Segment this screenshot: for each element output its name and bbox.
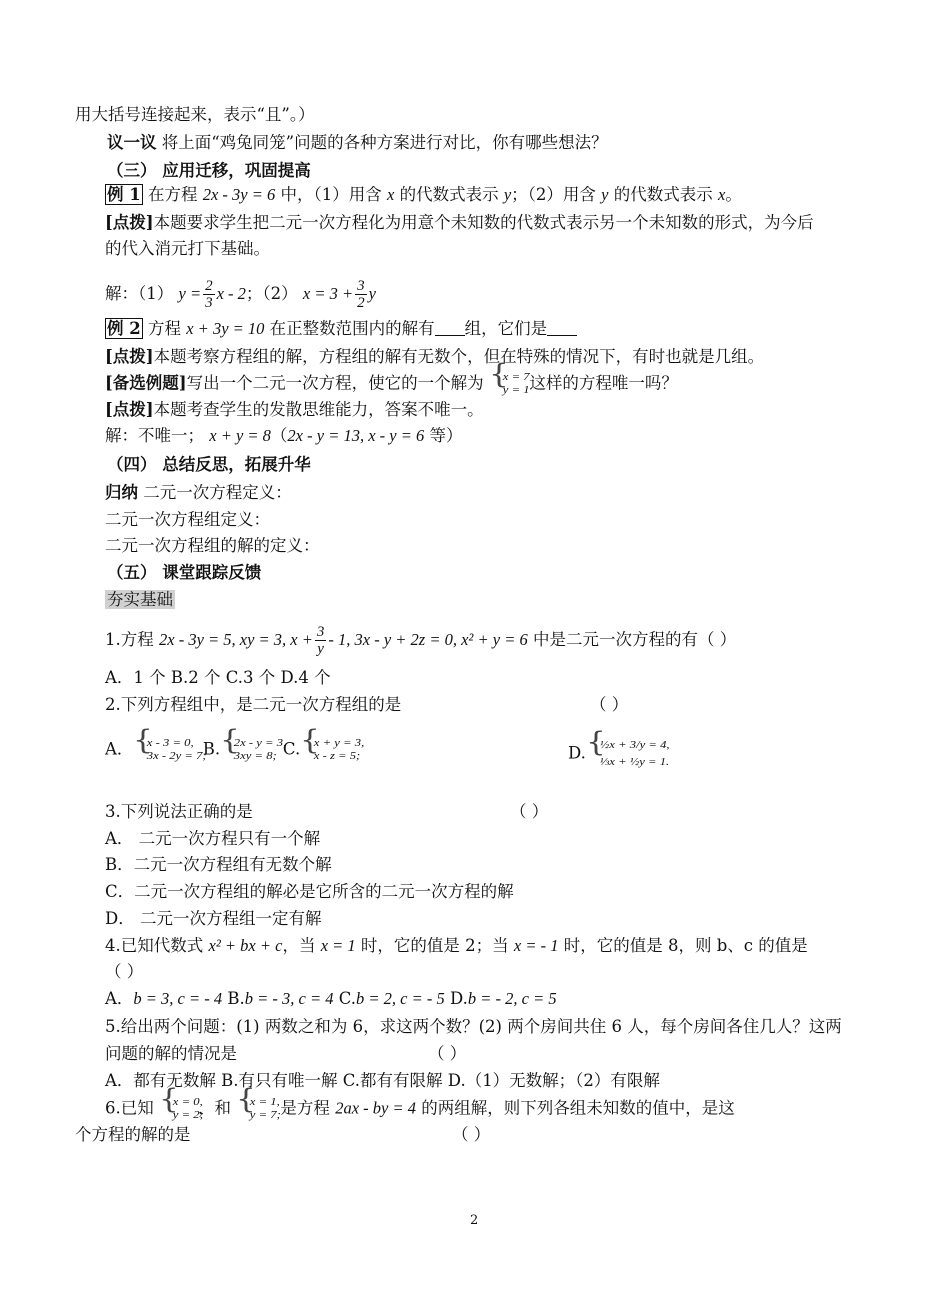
summary-2: 二元一次方程组定义： <box>105 510 270 529</box>
equation-system: { x - 3 = 0, 3x - 2y = 7; <box>133 737 207 763</box>
question-6: 6.已知 { x = 0, y = 2; ，和 { x = 1, y = 7; 是方程 2ax - by = 4 的两组解，则下列各组未知数的值中，是这 <box>105 1096 735 1122</box>
hint-1: [点拨]本题要求学生把二元一次方程化为用意个未知数的代数式表示另一个未知数的形式，为今后 <box>105 213 814 232</box>
shaded-label: 夯实基础 <box>107 590 173 609</box>
blank <box>547 319 577 336</box>
hint-3: [点拨]本题考查学生的发散思维能力，答案不唯一。 <box>105 400 484 419</box>
equation-system: { ½x + 3/y = 4, ⅓x + ½y = 1. <box>586 737 670 771</box>
example-2: 例 2 方程 x + 3y = 10 在正整数范围内的解有 组，它们是 <box>105 318 577 340</box>
summary-3: 二元一次方程组的解的定义： <box>105 536 320 555</box>
solution-1: 解：（1） y = $\frac{2}{3}$ x - 2；（2） x = 3 + $\frac{3}{2}$ y <box>105 278 376 311</box>
question-2: 2.下列方程组中，是二元一次方程组的是 <box>105 695 402 714</box>
question-4: 4.已知代数式 x² + bx + c，当 x = 1 时，它的值是 2；当 x = - 1 时，它的值是 8，则 b、c 的值是 <box>105 936 808 955</box>
fraction: $\frac{3}{2}$ <box>357 278 365 311</box>
question-2-options: A． { x - 3 = 0, 3x - 2y = 7; B. { 2x - y = 3, 3xy = 8; C. { x + y = 3, x - z = 5; <box>105 737 356 763</box>
summary-1: 归纳 二元一次方程定义： <box>105 483 292 502</box>
question-5-cont: 问题的解的情况是 <box>105 1044 237 1063</box>
answer-paren: （ ） <box>105 962 144 981</box>
equation-system: { x + y = 3, x - z = 5; <box>300 737 364 763</box>
answer-paren: （ ） <box>510 802 549 821</box>
question-1: 1.方程 2x - 3y = 5, xy = 3, x + $\frac{3}{y}$ - 1, 3x - y + 2z = 0, x² + y = 6 中是二元一次方程的有（ ） <box>105 624 737 657</box>
answer-paren: （ ） <box>428 1044 467 1063</box>
example-1: 例 1 在方程 2x - 3y = 6 中，（1）用含 x 的代数式表示 y；（2）用含 y 的代数式表示 x。 <box>107 185 742 204</box>
text-line: 用大括号连接起来，表示“且”。） <box>75 105 315 124</box>
answer-paren: （ ） <box>452 1125 491 1144</box>
question-3-option-b: B．二元一次方程组有无数个解 <box>105 855 332 874</box>
question-3-option-d: D． 二元一次方程组一定有解 <box>105 909 322 928</box>
alternate-example: [备选例题]写出一个二元一次方程，使它的一个解为 { x = 7 y = 1 这样的方程唯一吗？ <box>105 371 678 397</box>
equation-system: { x = 7 y = 1 <box>489 371 530 397</box>
blank <box>435 319 465 336</box>
question-3-option-c: C．二元一次方程组的解必是它所含的二元一次方程的解 <box>105 882 514 901</box>
hint-1-cont: 的代入消元打下基础。 <box>105 239 270 258</box>
question-3: 3.下列说法正确的是 <box>105 802 253 821</box>
fraction: $\frac{3}{y}$ <box>316 624 325 657</box>
question-1-options: A．1 个 B.2 个 C.3 个 D.4 个 <box>105 668 331 687</box>
question-3-option-a: A． 二元一次方程只有一个解 <box>105 829 321 848</box>
hint-2: [点拨]本题考察方程组的解，方程组的解有无数个，但在特殊的情况下，有时也就是几组。 <box>105 347 765 366</box>
question-5: 5.给出两个问题：(1) 两数之和为 6，求这两个数？(2) 两个房间共住 6 人，每个房间各住几人？这两 <box>105 1017 842 1036</box>
question-6-cont: 个方程的解的是 <box>75 1125 191 1144</box>
equation-system: { 2x - y = 3, 3xy = 8; <box>220 737 286 763</box>
fraction: $\frac{2}{3}$ <box>205 278 213 311</box>
section-heading-4: （四） 总结反思，拓展升华 <box>107 455 311 474</box>
page-number: 2 <box>470 1213 479 1228</box>
discussion-line: 议一议 将上面“鸡兔同笼”问题的各种方案进行对比，你有哪些想法？ <box>107 133 608 152</box>
equation-system: { x = 0, y = 2; <box>159 1096 204 1122</box>
question-4-options: A．b = 3, c = - 4 B.b = - 3, c = 4 C.b = 2, c = - 5 D.b = - 2, c = 5 <box>105 989 557 1008</box>
question-2-option-d: D. { ½x + 3/y = 4, ⅓x + ½y = 1. <box>568 737 659 771</box>
section-heading-3: （三） 应用迁移，巩固提高 <box>107 161 311 180</box>
question-5-options: A．都有无数解 B.有只有唯一解 C.都有有限解 D.（1）无数解；（2）有限解 <box>105 1071 660 1090</box>
solution-2: 解：不唯一； x + y = 8（2x - y = 13, x - y = 6 等） <box>105 426 463 445</box>
section-heading-5: （五） 课堂跟踪反馈 <box>107 563 262 582</box>
equation-system: { x = 1, y = 7; <box>236 1096 281 1122</box>
answer-paren: （ ） <box>590 695 629 714</box>
